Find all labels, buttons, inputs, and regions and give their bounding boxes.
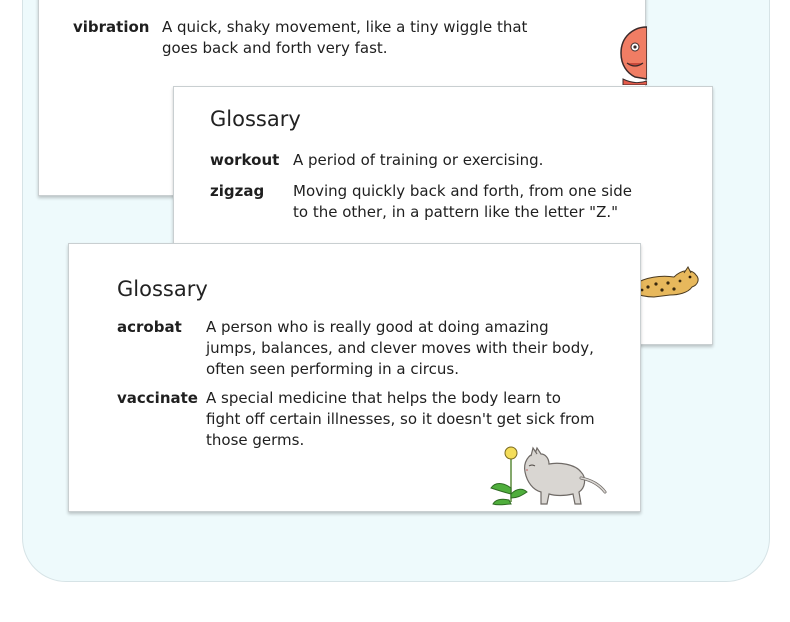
glossary-definition: A person who is really good at doing amazing jumps, balances, and clever moves with their body, often seen performing in a circus. — [206, 318, 594, 378]
cheetah-illustration — [634, 257, 700, 309]
glossary-definition: A quick, shaky movement, like a tiny wiggle that goes back and forth very fast. — [162, 18, 528, 57]
glossary-definition: A period of training or exercising. — [293, 151, 544, 169]
glossary-card-front — [68, 243, 641, 512]
card-title: Glossary — [210, 107, 301, 131]
glossary-definition: Moving quickly back and forth, from one side to the other, in a pattern like the letter "Z." — [293, 182, 632, 221]
cartoon-character-illustration — [613, 19, 647, 85]
cat-and-dandelion-illustration — [489, 442, 607, 510]
glossary-term: acrobat — [117, 318, 182, 336]
glossary-term: zigzag — [210, 182, 265, 200]
glossary-term: vaccinate — [117, 389, 198, 407]
glossary-definition: A special medicine that helps the body learn to fight off certain illnesses, so it doesn't get sick from those germs. — [206, 389, 595, 449]
glossary-term: workout — [210, 151, 280, 169]
card-title: Glossary — [117, 277, 208, 301]
glossary-term: vibration — [73, 18, 150, 36]
